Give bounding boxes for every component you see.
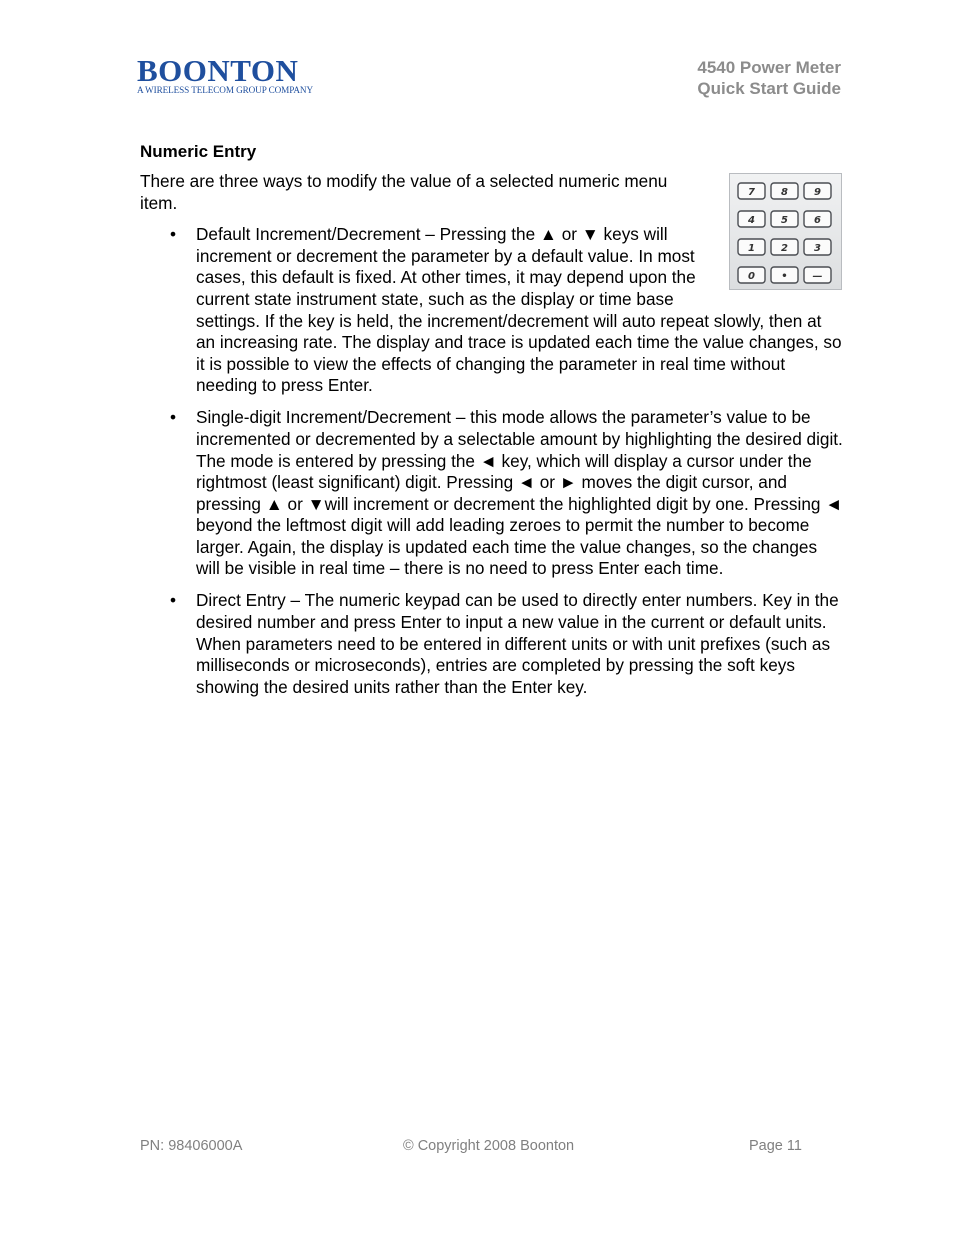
list-item [140, 224, 845, 397]
list-item [140, 590, 845, 698]
method-list [140, 224, 845, 698]
section-heading: Numeric Entry [140, 142, 257, 161]
part-number: PN: 98406000A [140, 1138, 243, 1154]
image-wrap-spacer [715, 224, 845, 308]
keypad-key-label: — [812, 271, 823, 282]
copyright-notice: © Copyright 2008 Boonton [403, 1138, 575, 1154]
section-body [140, 171, 845, 709]
keypad-key-label: • [781, 271, 788, 282]
keypad-key-label: 4 [748, 215, 755, 226]
page-number: Page 11 [749, 1138, 802, 1154]
list-item-text: Direct Entry – The numeric keypad can be used to directly enter numbers. Key in the desired number and press Enter to input a new value in the current or default units. When parameters need to be entered in different units or with unit prefixes (such as milliseconds or microseconds), entries are completed by pressing the soft keys showing the desired units rather than the Enter key. [196, 590, 839, 697]
bullet-marker: • [170, 224, 177, 245]
document-title-line-2: Quick Start Guide [697, 79, 841, 98]
keypad-key-label: 7 [748, 187, 755, 198]
boonton-logo [137, 53, 323, 95]
document-title-line-1: 4540 Power Meter [697, 58, 841, 77]
bullet-marker: • [170, 407, 177, 428]
keypad-key-label: 2 [781, 243, 788, 254]
keypad-key-label: 6 [814, 215, 821, 226]
document-title [697, 57, 841, 99]
keypad-key-label: 5 [781, 215, 788, 226]
keypad-key-label: 3 [814, 243, 821, 254]
intro-paragraph: There are three ways to modify the value of a selected numeric menu item. [140, 171, 668, 213]
keypad-key-label: 9 [814, 187, 821, 198]
logo-tagline: A WIRELESS TELECOM GROUP COMPANY [137, 85, 313, 95]
keypad-key-label: 1 [748, 243, 755, 254]
list-item [140, 407, 845, 580]
bullet-marker: • [170, 590, 177, 611]
list-item-text: Single-digit Increment/Decrement – this mode allows the parameter’s value to be incremented or decremented by a selectable amount by highlighting the desired digit. The mode is entered by pressing the ◄ key, which will display a cursor under the rightmost (least significant) digit. Pressing ◄ or ► moves the digit cursor, and pressing ▲ or ▼will increment or decrement the highlighted digit by one. Pressing ◄ beyond the leftmost digit will add leading zeroes to permit the number to become larger. Again, the display is updated each time the value changes, so the changes will be visible in real time – there is no need to press Enter each time. [196, 407, 843, 579]
logo-wordmark: BOONTON [137, 53, 299, 88]
keypad-key-label: 8 [781, 187, 788, 198]
keypad-key-label: 0 [748, 271, 755, 282]
list-item-text: Default Increment/Decrement – Pressing the ▲ or ▼ keys will increment or decrement the parameter by a default value. In most cases, this default is fixed. At other times, it may depend upon the current state instrument state, such as the display or time base settings. If the key is held, the increment/decrement will auto repeat slowly, then at an increasing rate. The display and trace is updated each time the value changes, so it is possible to view the effects of changing the parameter in real time without needing to press Enter. [196, 224, 842, 396]
